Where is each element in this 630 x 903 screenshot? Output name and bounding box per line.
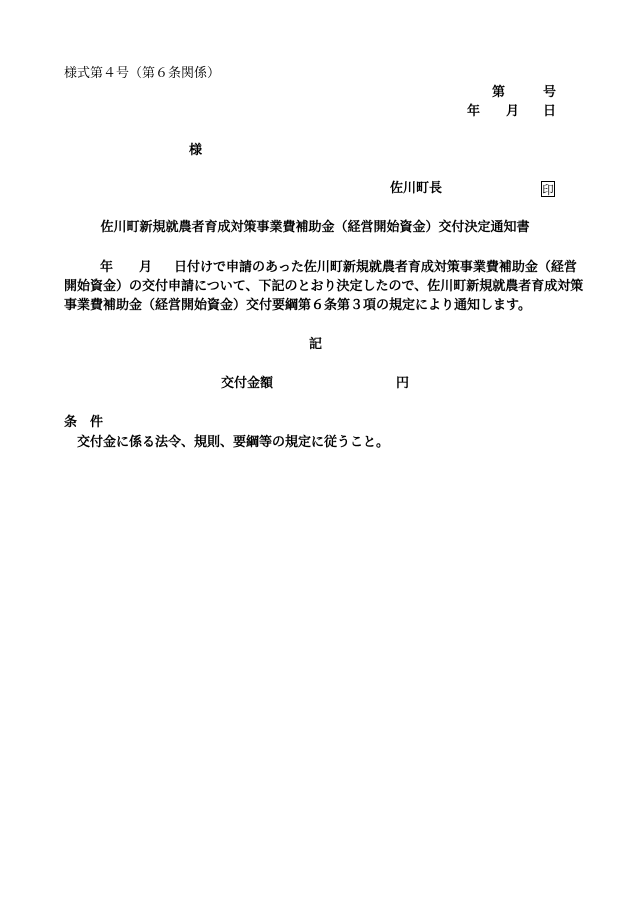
date-year: 年 (467, 104, 481, 119)
body-line-2: 開始資金）の交付申請について、下記のとおり決定したので、佐川町新規就農者育成対策 (64, 279, 584, 294)
document-title: 佐川町新規就農者育成対策事業費補助金（経営開始資金）交付決定通知書 (100, 220, 530, 235)
seal-label: 印 (542, 183, 554, 197)
amount-unit: 円 (396, 376, 410, 391)
body-line-3: 事業費補助金（経営開始資金）交付要綱第６条第３項の規定により通知します。 (64, 298, 531, 313)
addressee-suffix: 様 (189, 143, 203, 158)
body-month: 月 (139, 260, 153, 275)
ki-label: 記 (309, 337, 323, 352)
conditions-text: 交付金に係る法令、規則、要綱等の規定に従うこと。 (77, 435, 390, 450)
doc-number-dai: 第 (492, 85, 506, 100)
issuer-title: 佐川町長 (390, 181, 443, 196)
conditions-heading: 条 件 (64, 415, 104, 430)
body-line-1-text: 日付けで申請のあった佐川町新規就農者育成対策事業費補助金（経営 (174, 260, 577, 275)
form-label: 様式第４号（第６条関係） (64, 66, 221, 81)
doc-number-gou: 号 (543, 85, 557, 100)
date-day: 日 (543, 104, 557, 119)
date-month: 月 (506, 104, 520, 119)
body-line-1 (64, 260, 577, 276)
seal-box (541, 181, 555, 197)
body-year: 年 (100, 260, 114, 275)
amount-label: 交付金額 (221, 376, 274, 391)
